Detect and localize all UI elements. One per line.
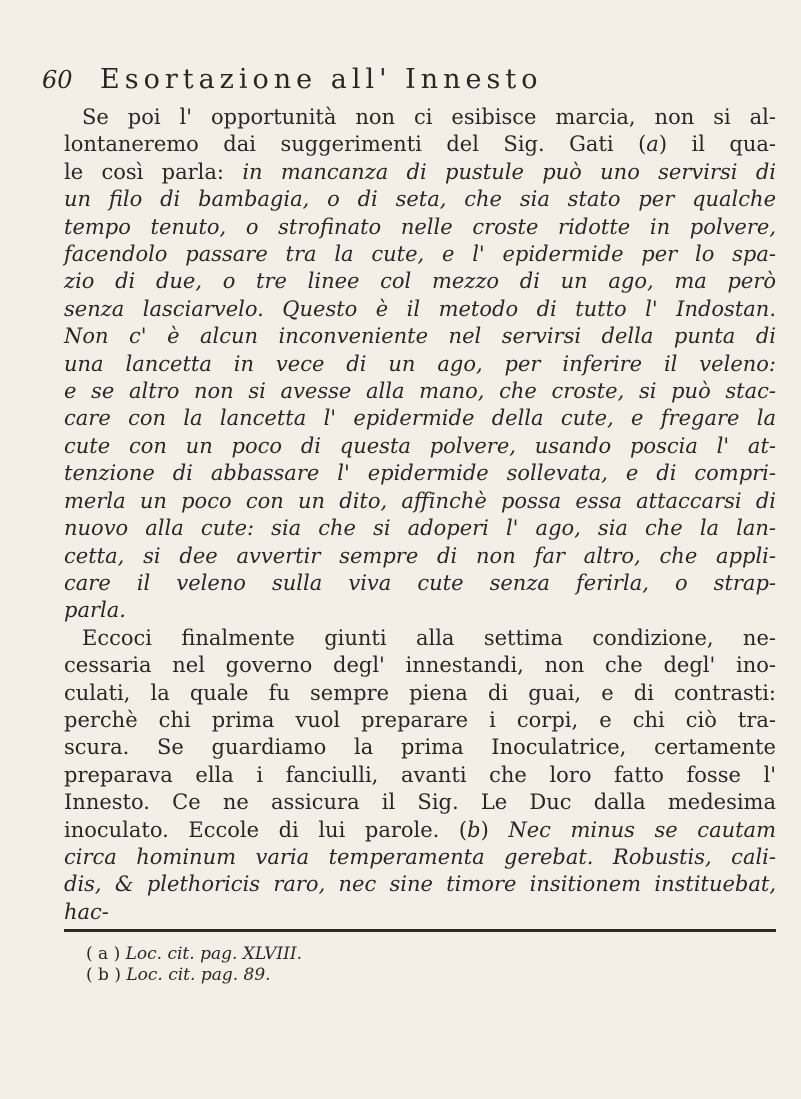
text-line — [64, 186, 776, 213]
italic-text: circa hominum varia temperamenta gerebat. Robustis, cali- — [64, 844, 776, 869]
text-run: Se poi l' opportunità non ci esibisce marcia, non si al- — [82, 105, 776, 129]
text-line — [64, 817, 776, 844]
footnote — [86, 944, 302, 965]
footnote — [86, 965, 302, 986]
text-line — [64, 789, 776, 816]
text-line — [64, 543, 776, 570]
text-line — [64, 570, 776, 597]
text-line — [64, 159, 776, 186]
text-line — [64, 488, 776, 515]
text-line — [64, 323, 776, 350]
text-run: Eccoci finalmente giunti alla settima condizione, ne- — [82, 625, 776, 650]
text-run: perchè chi prima vuol preparare i corpi, e chi ciò tra- — [64, 707, 776, 732]
footnote-rule — [64, 929, 776, 932]
text-run: culati, la quale fu sempre piena di guai, e di contrasti: — [64, 680, 776, 705]
text-line — [64, 104, 776, 131]
footnote-reference: Loc. cit. pag. XLVIII. — [125, 944, 302, 964]
italic-text: Non c' è alcun inconveniente nel servirsi della punta di — [64, 324, 776, 349]
header-title: Esortazione all' Innesto — [100, 64, 543, 95]
footnote-mark: ( b ) — [86, 965, 121, 985]
text-line — [64, 680, 776, 707]
italic-text: nuovo alla cute: sia che si adoperi l' ago, sia che la lan- — [64, 516, 776, 541]
text-line — [64, 597, 776, 624]
text-run: ) — [480, 817, 509, 842]
text-line — [64, 625, 776, 652]
running-header — [42, 60, 762, 100]
text-line — [64, 762, 776, 789]
text-run: le così parla: — [64, 159, 243, 184]
text-line — [64, 871, 776, 898]
italic-text: parla. — [64, 598, 126, 623]
text-line — [64, 652, 776, 679]
italic-text: a — [646, 132, 659, 157]
footnote-reference: Loc. cit. pag. 89. — [126, 965, 271, 985]
text-run: inoculato. Eccole di lui parole. ( — [64, 817, 468, 842]
text-line — [64, 214, 776, 241]
italic-text: b — [467, 817, 481, 842]
text-run: preparava ella i fanciulli, avanti che loro fatto fosse l' — [64, 762, 776, 787]
footnote-mark: ( a ) — [86, 944, 121, 964]
text-line — [64, 433, 776, 460]
text-line — [64, 515, 776, 542]
text-run: cessaria nel governo degl' innestandi, non che degl' ino- — [64, 653, 776, 678]
text-line — [64, 268, 776, 295]
page-number: 60 — [42, 66, 73, 94]
italic-text: care il veleno sulla viva cute senza ferirla, o strap- — [64, 570, 776, 595]
italic-text: in mancanza di pustule può uno servirsi di — [242, 159, 776, 184]
italic-text: cute con un poco di questa polvere, usando poscia l' at- — [64, 433, 776, 458]
text-line — [64, 131, 776, 158]
italic-text: cetta, si dee avvertir sempre di non far altro, che appli- — [64, 543, 776, 568]
italic-text: tempo tenuto, o strofinato nelle croste ridotte in polvere, — [64, 214, 776, 239]
italic-text: dis, & plethoricis raro, nec sine timore insitionem instituebat, — [64, 872, 776, 897]
italic-text: facendolo passare tra la cute, e l' epidermide per lo spa- — [64, 242, 776, 267]
text-line — [64, 405, 776, 432]
text-line — [64, 844, 776, 871]
text-line — [64, 351, 776, 378]
footnotes — [86, 944, 302, 986]
text-run: lontaneremo dai suggerimenti del Sig. Gati ( — [64, 132, 647, 157]
italic-text: Nec minus se cautam — [508, 817, 776, 842]
italic-text: care con la lancetta l' epidermide della cute, e fregare la — [64, 406, 776, 431]
text-run: scura. Se guardiamo la prima Inoculatrice, certamente — [64, 735, 776, 760]
italic-text: un filo di bambagia, o di seta, che sia stato per qualche — [64, 187, 776, 212]
text-run: Innesto. Ce ne assicura il Sig. Le Duc dalla medesima — [64, 790, 776, 815]
italic-text: zio di due, o tre linee col mezzo di un ago, ma però — [64, 269, 776, 294]
text-line — [64, 241, 776, 268]
text-line — [64, 707, 776, 734]
text-line — [64, 734, 776, 761]
italic-text: tenzione di abbassare l' epidermide sollevata, e di compri- — [64, 461, 776, 486]
paragraph-seventh-condition — [64, 625, 776, 926]
italic-text: senza lasciarvelo. Questo è il metodo di tutto l' Indostan. — [64, 296, 776, 321]
text-line — [64, 460, 776, 487]
main-text — [64, 104, 776, 926]
italic-text: hac- — [64, 899, 109, 924]
italic-text: e se altro non si avesse alla mano, che croste, si può stac- — [64, 379, 776, 404]
text-line — [64, 378, 776, 405]
italic-text: merla un poco con un dito, affinchè possa essa attaccarsi di — [64, 488, 776, 513]
italic-text: una lancetta in vece di un ago, per inferire il veleno: — [64, 351, 776, 376]
paragraph-inoculation-method — [64, 104, 776, 625]
text-line — [64, 296, 776, 323]
text-run: ) il qua- — [658, 132, 776, 157]
text-line — [64, 899, 776, 926]
